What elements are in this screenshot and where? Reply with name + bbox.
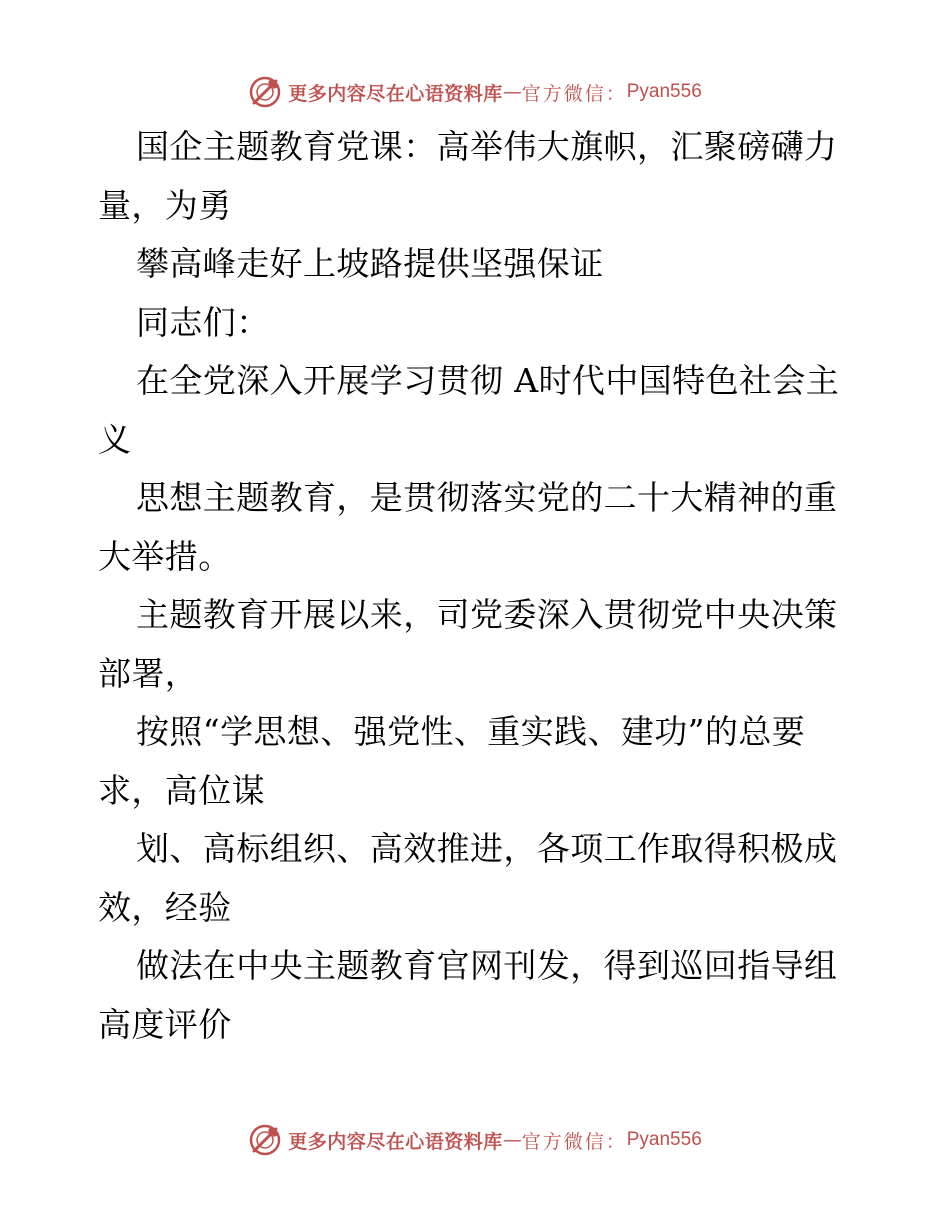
footer-dash: — bbox=[502, 1129, 522, 1151]
seal-logo-icon bbox=[248, 1123, 282, 1157]
footer-wechat-label: 官方微信： bbox=[521, 1130, 627, 1153]
header-banner bbox=[0, 72, 950, 112]
footer-brand: 更多内容尽在心语资料库 bbox=[288, 1130, 503, 1153]
body-paragraph: 主题教育开展以来，司党委深入贯彻党中央决策部署， bbox=[98, 595, 838, 693]
title-line-2: 攀高峰走好上坡路提供坚强保证 bbox=[136, 244, 604, 283]
seal-logo-icon bbox=[248, 75, 282, 109]
body-paragraph: 在全党深入开展学习贯彻 A时代中国特色社会主义 bbox=[98, 361, 840, 459]
header-dash: — bbox=[502, 81, 522, 103]
header-wechat-id: Pyan556 bbox=[626, 81, 702, 102]
body-paragraph: 按照“学思想、强党性、重实践、建功”的总要求，高位谋 bbox=[98, 712, 806, 810]
body-paragraph: 做法在中央主题教育官网刊发，得到巡回指导组高度评价 bbox=[98, 946, 838, 1044]
footer-banner bbox=[0, 1120, 950, 1160]
document-body bbox=[98, 118, 858, 1054]
body-paragraph: 思想主题教育，是贯彻落实党的二十大精神的重大举措。 bbox=[98, 478, 838, 576]
title-line-1: 国企主题教育党课：高举伟大旗帜，汇聚磅礴力量，为勇 bbox=[98, 127, 838, 225]
header-wechat-label: 官方微信： bbox=[521, 82, 627, 105]
salutation: 同志们： bbox=[136, 302, 270, 342]
footer-wechat-id: Pyan556 bbox=[626, 1129, 702, 1150]
header-brand: 更多内容尽在心语资料库 bbox=[288, 82, 503, 105]
body-paragraph: 划、高标组织、高效推进，各项工作取得积极成效，经验 bbox=[98, 829, 838, 927]
